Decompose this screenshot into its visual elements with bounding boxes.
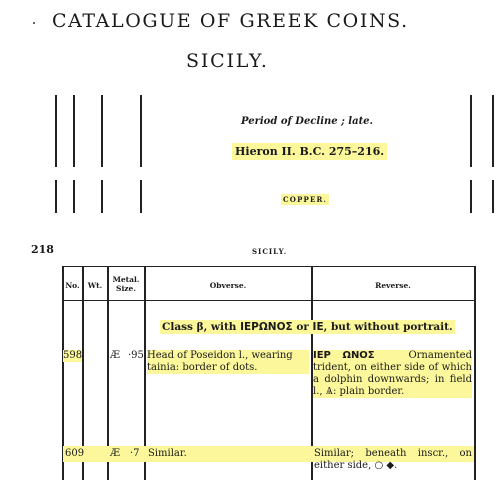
col-header-wt: Wt. [87, 281, 103, 290]
row-598-metal: Æ [110, 350, 121, 361]
speck [33, 22, 35, 24]
running-head: SICILY. [252, 247, 288, 256]
row-598-number: 598 [63, 350, 83, 361]
row-598-obverse: Head of Poseidon l., wearing tainia: border of dots. [147, 350, 309, 374]
col-header-reverse: Reverse. [375, 281, 411, 290]
col-header-metal: Metal. [112, 275, 140, 284]
row-609-metal: Æ [110, 448, 121, 459]
page-number: 218 [31, 243, 54, 256]
col-header-obverse: Obverse. [209, 281, 247, 290]
col-header-no: No. [65, 281, 80, 290]
period-heading: Period of Decline ; late. [241, 116, 374, 127]
class-note: Class β, with ΙΕΡΩΝΟΣ or ΙΕ, but without portrait. [162, 321, 453, 333]
row-609-reverse: Similar; beneath inscr., on either side, ○ ◆. [314, 448, 472, 471]
row-609-size: ·7 [130, 448, 140, 459]
col-header-size: Size. [116, 284, 136, 293]
ruler-heading: Hieron II. B.C. 275–216. [232, 143, 387, 160]
page-subtitle: SICILY. [186, 50, 269, 72]
metal-heading: COPPER. [283, 195, 328, 204]
row-609-number: 609 [65, 448, 85, 459]
row-609-obverse: Similar. [148, 448, 187, 459]
page-title: CATALOGUE OF GREEK COINS. [52, 10, 409, 32]
row-598-reverse: ΙΕΡ ΩΝΟΣ Ornamented trident, on either side of which a dolphin downwards; in field l., Ѧ: plain border. [313, 350, 472, 397]
row-598-size: ·95 [128, 350, 144, 361]
